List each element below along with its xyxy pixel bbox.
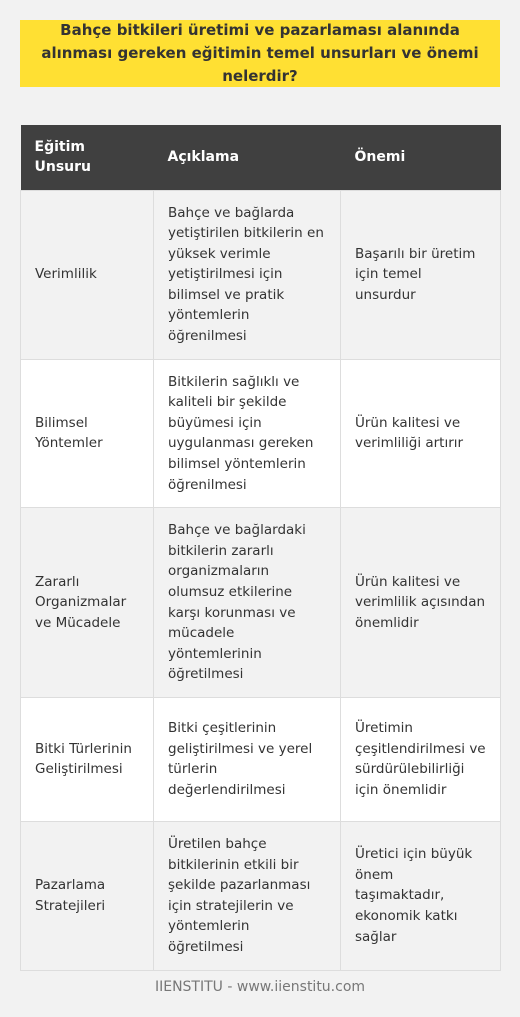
table-row — [21, 190, 501, 359]
education-table — [20, 125, 501, 971]
cell-onemi: Ürün kalitesi ve verimlilik açısından önemlidir — [341, 508, 501, 698]
table-row — [21, 508, 501, 698]
header-onemi: Önemi — [341, 125, 501, 190]
header-egitim-unsuru: Eğitim Unsuru — [21, 125, 154, 190]
cell-aciklama: Bahçe ve bağlardaki bitkilerin zararlı organizmaların olumsuz etkilerine karşı korunması ve mücadele yöntemlerinin öğretilmesi — [154, 508, 341, 698]
cell-onemi: Ürün kalitesi ve verimliliği artırır — [341, 359, 501, 508]
cell-unsur: Pazarlama Stratejileri — [21, 821, 154, 970]
cell-onemi: Üretimin çeşitlendirilmesi ve sürdürülebilirliği için önemlidir — [341, 697, 501, 821]
cell-unsur: Bitki Türlerinin Geliştirilmesi — [21, 697, 154, 821]
cell-unsur: Zararlı Organizmalar ve Mücadele — [21, 508, 154, 698]
title-banner — [20, 20, 500, 87]
cell-aciklama: Üretilen bahçe bitkilerinin etkili bir şekilde pazarlanması için stratejilerin ve yöntemlerin öğretilmesi — [154, 821, 341, 970]
cell-aciklama: Bitkilerin sağlıklı ve kaliteli bir şekilde büyümesi için uygulanması gereken bilimsel yöntemlerin öğrenilmesi — [154, 359, 341, 508]
table-row — [21, 359, 501, 508]
table-row — [21, 697, 501, 821]
page-title: Bahçe bitkileri üretimi ve pazarlaması alanında alınması gereken eğitimin temel unsurları ve önemi nelerdir? — [41, 21, 479, 85]
cell-onemi: Üretici için büyük önem taşımaktadır, ekonomik katkı sağlar — [341, 821, 501, 970]
cell-unsur: Verimlilik — [21, 190, 154, 359]
header-aciklama: Açıklama — [154, 125, 341, 190]
table-row — [21, 821, 501, 970]
cell-aciklama: Bitki çeşitlerinin geliştirilmesi ve yerel türlerin değerlendirilmesi — [154, 697, 341, 821]
cell-aciklama: Bahçe ve bağlarda yetiştirilen bitkilerin en yüksek verimle yetiştirilmesi için bilimsel ve pratik yöntemlerin öğrenilmesi — [154, 190, 341, 359]
cell-unsur: Bilimsel Yöntemler — [21, 359, 154, 508]
cell-onemi: Başarılı bir üretim için temel unsurdur — [341, 190, 501, 359]
table-header-row — [21, 125, 501, 190]
footer-credit: IIENSTITU - www.iienstitu.com — [154, 979, 366, 995]
